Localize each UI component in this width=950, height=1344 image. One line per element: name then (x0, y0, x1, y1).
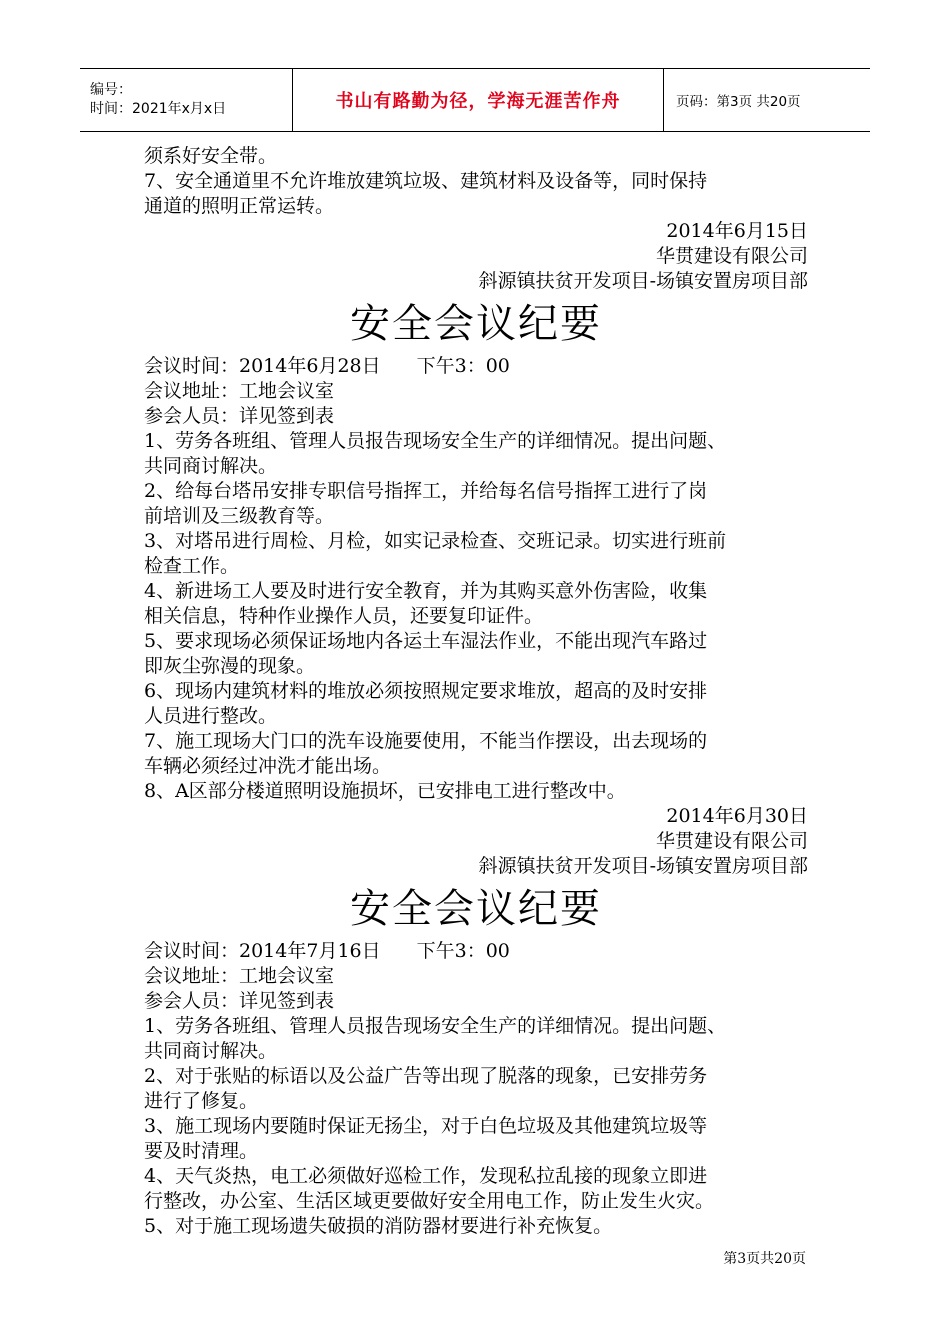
body-line: 5、对于施工现场遗失破损的消防器材要进行补充恢复。 (144, 1215, 613, 1237)
body-line: 1、劳务各班组、管理人员报告现场安全生产的详细情况。提出问题、 (144, 1015, 727, 1037)
body-line: 1、劳务各班组、管理人员报告现场安全生产的详细情况。提出问题、 (144, 430, 727, 452)
body-line: 共同商讨解决。 (144, 455, 278, 477)
header-meta (80, 69, 293, 131)
meeting-date: 会议时间：2014年7月16日 (144, 940, 381, 962)
body-line: 车辆必须经过冲洗才能出场。 (144, 755, 392, 777)
body-line: 共同商讨解决。 (144, 1040, 278, 1062)
meeting-title: 安全会议纪要 (350, 886, 602, 932)
signature-company: 华贯建设有限公司 (655, 245, 808, 267)
body-line: 7、施工现场大门口的洗车设施要使用，不能当作摆设，出去现场的 (144, 730, 708, 752)
header-motto: 书山有路勤为径，学海无涯苦作舟 (293, 69, 664, 131)
body-line: 要及时清理。 (144, 1140, 259, 1162)
signature-date: 2014年6月30日 (666, 805, 808, 827)
header-number: 编号： (90, 82, 132, 98)
meeting-date: 会议时间：2014年6月28日 (144, 355, 381, 377)
signature-project: 斜源镇扶贫开发项目-场镇安置房项目部 (478, 855, 808, 877)
document-body (144, 144, 808, 1239)
signature-date: 2014年6月15日 (666, 220, 808, 242)
body-line: 3、对塔吊进行周检、月检，如实记录检查、交班记录。切实进行班前 (144, 530, 727, 552)
body-line: 行整改，办公室、生活区域更要做好安全用电工作，防止发生火灾。 (144, 1190, 715, 1212)
body-line: 须系好安全带。 (144, 145, 278, 167)
body-line: 5、要求现场必须保证场地内各运土车湿法作业，不能出现汽车路过 (144, 630, 708, 652)
body-line: 4、新进场工人要及时进行安全教育，并为其购买意外伤害险，收集 (144, 580, 708, 602)
body-line: 8、A区部分楼道照明设施损坏，已安排电工进行整改中。 (144, 780, 626, 802)
meeting-attendees: 参会人员：详见签到表 (144, 405, 335, 427)
body-line: 即灰尘弥漫的现象。 (144, 655, 316, 677)
header-page-info: 页码：第3页 共20页 (676, 94, 801, 110)
meeting-time (144, 939, 808, 964)
body-line: 进行了修复。 (144, 1090, 259, 1112)
body-line: 前培训及三级教育等。 (144, 505, 335, 527)
meeting-time (144, 354, 808, 379)
meeting-attendees: 参会人员：详见签到表 (144, 990, 335, 1012)
body-line: 7、安全通道里不允许堆放建筑垃圾、建筑材料及设备等，同时保持 (144, 170, 708, 192)
meeting-hour: 下午3：00 (416, 940, 510, 962)
meeting-location: 会议地址：工地会议室 (144, 380, 335, 402)
body-line: 2、给每台塔吊安排专职信号指挥工，并给每名信号指挥工进行了岗 (144, 480, 708, 502)
body-line: 人员进行整改。 (144, 705, 278, 727)
header-time: 时间：2021年x月x日 (90, 101, 227, 117)
body-line: 通道的照明正常运转。 (144, 195, 335, 217)
meeting-title: 安全会议纪要 (350, 301, 602, 347)
meeting-hour: 下午3：00 (416, 355, 510, 377)
body-line: 相关信息，特种作业操作人员，还要复印证件。 (144, 605, 544, 627)
body-line: 检查工作。 (144, 555, 240, 577)
signature-company: 华贯建设有限公司 (655, 830, 808, 852)
page-footer: 第3页共20页 (723, 1251, 806, 1267)
body-line: 3、施工现场内要随时保证无扬尘，对于白色垃圾及其他建筑垃圾等 (144, 1115, 708, 1137)
meeting-location: 会议地址：工地会议室 (144, 965, 335, 987)
body-line: 6、现场内建筑材料的堆放必须按照规定要求堆放，超高的及时安排 (144, 680, 708, 702)
body-line: 2、对于张贴的标语以及公益广告等出现了脱落的现象，已安排劳务 (144, 1065, 708, 1087)
signature-project: 斜源镇扶贫开发项目-场镇安置房项目部 (478, 270, 808, 292)
page-header (80, 68, 870, 132)
body-line: 4、天气炎热，电工必须做好巡检工作，发现私拉乱接的现象立即进 (144, 1165, 708, 1187)
